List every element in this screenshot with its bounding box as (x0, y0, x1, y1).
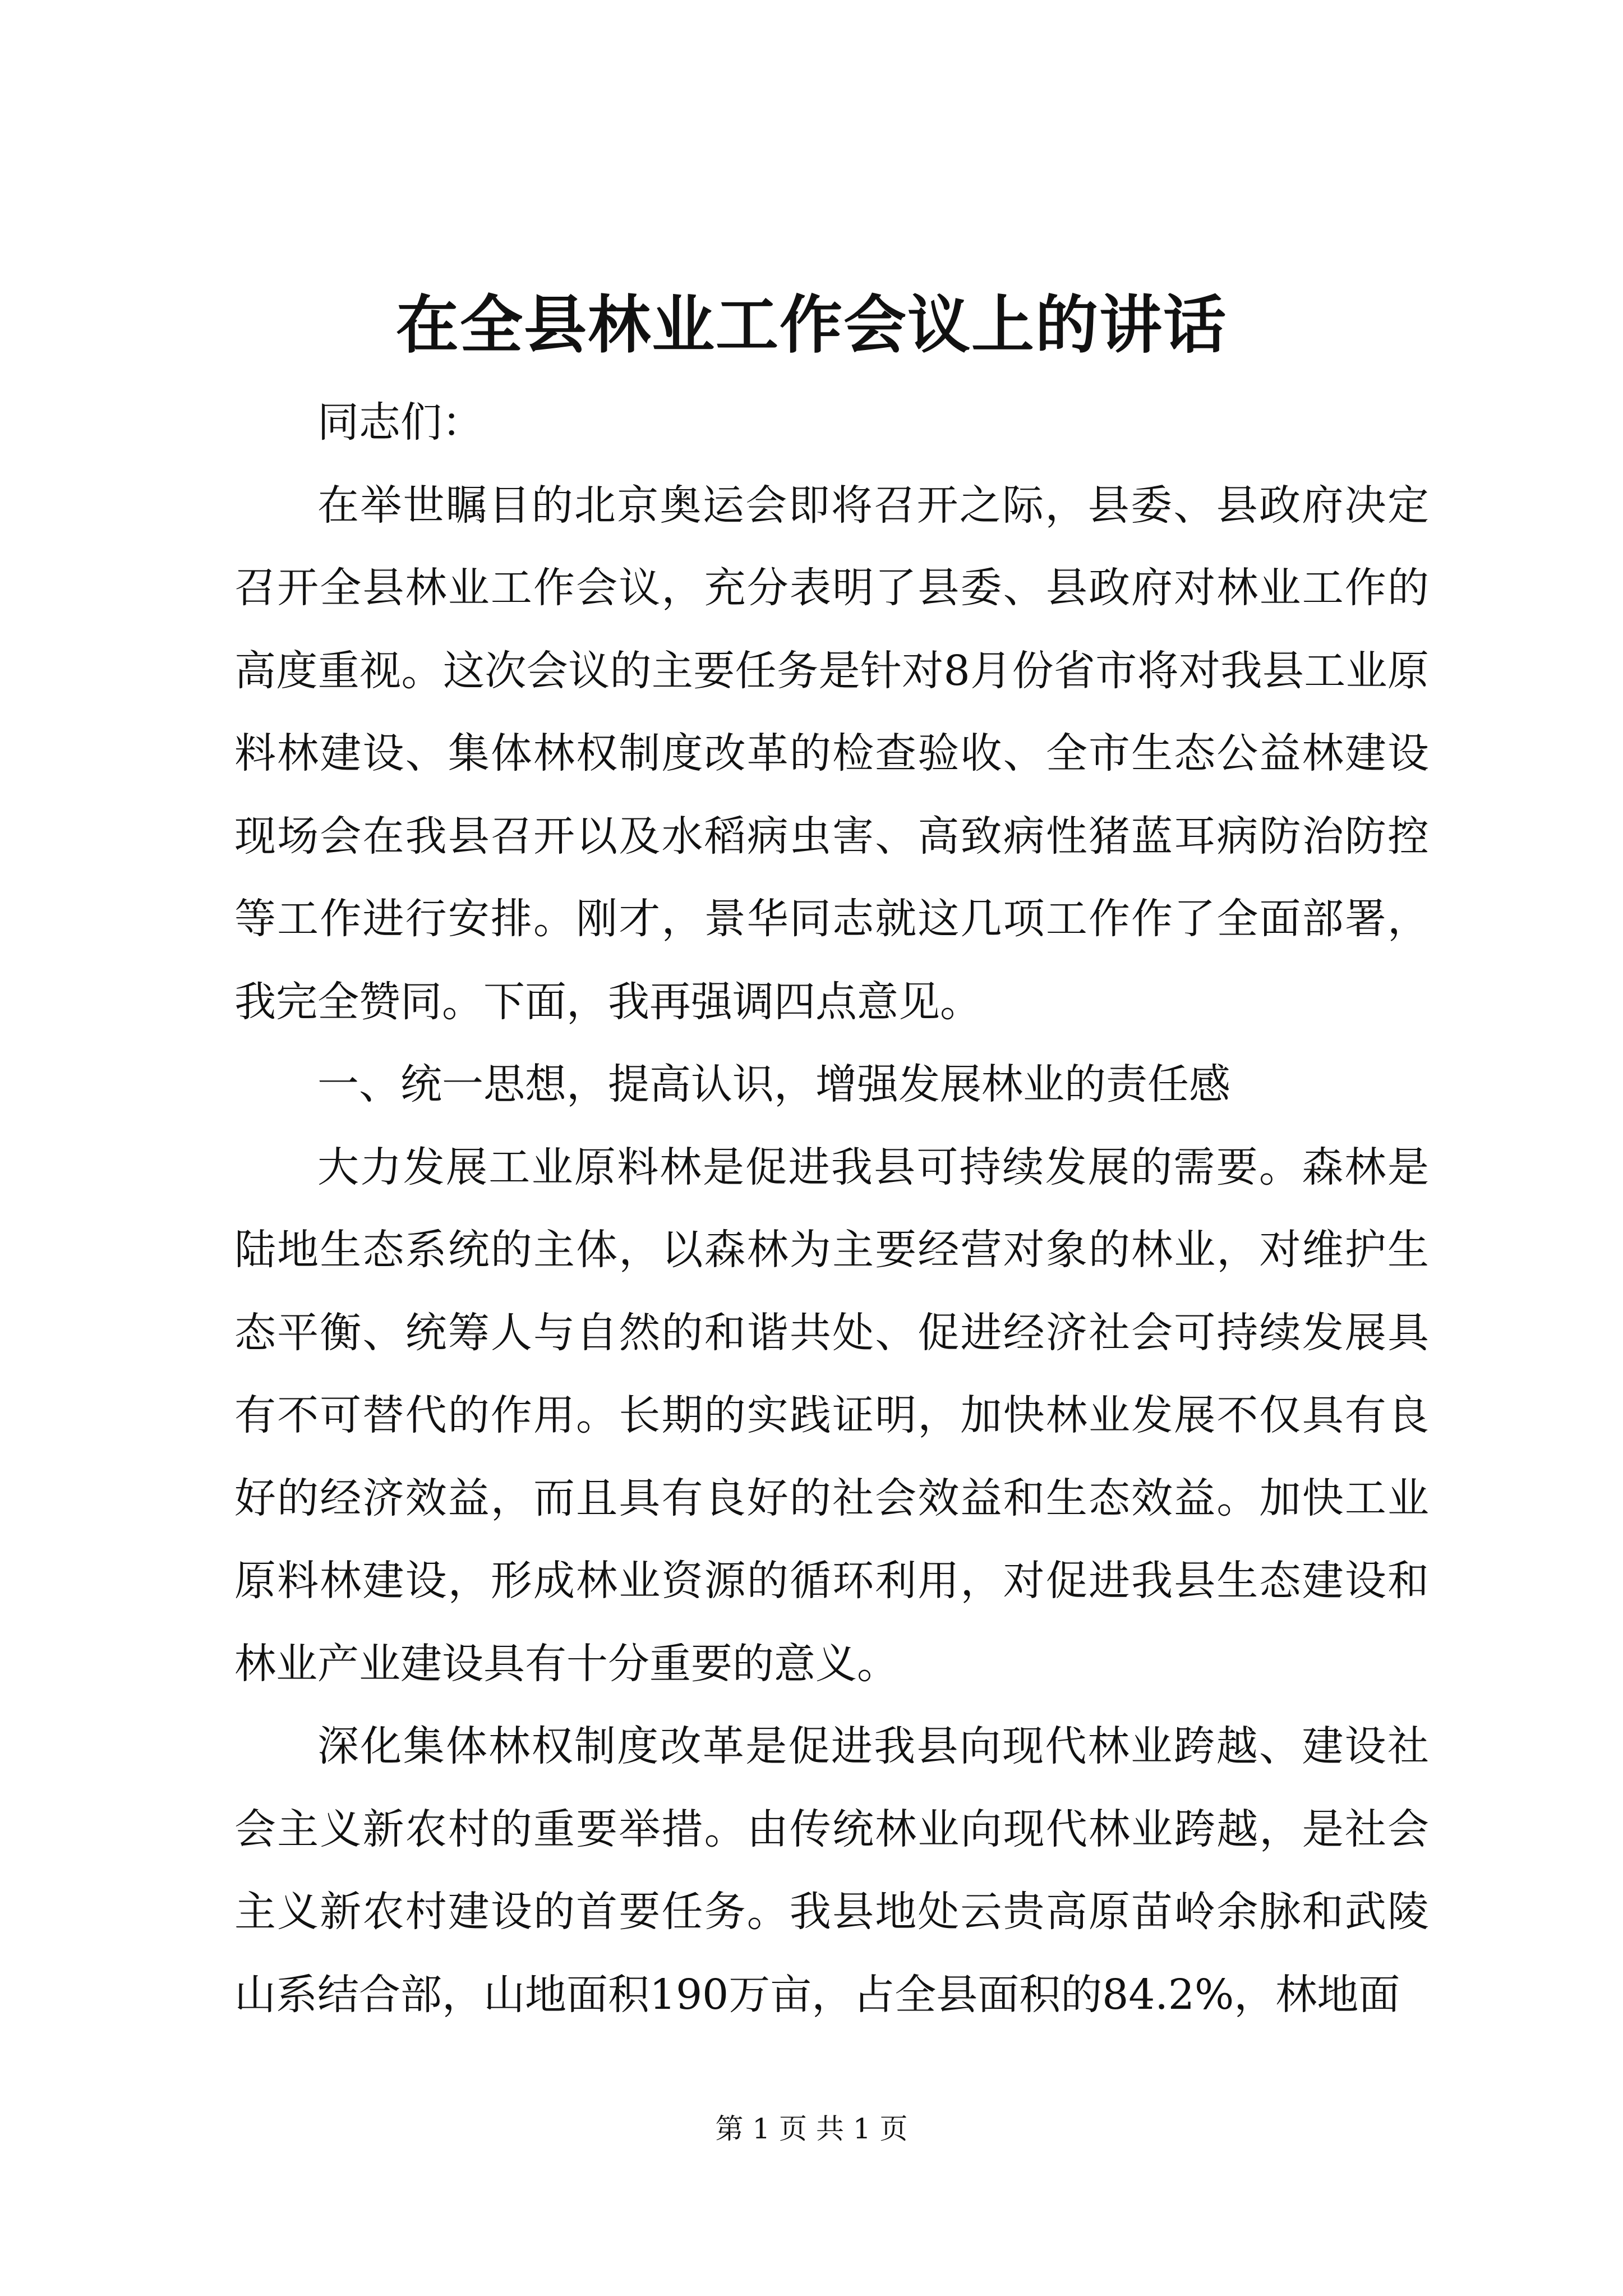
section-heading-1: 一、统一思想，提高认识，增强发展林业的责任感 (317, 1060, 1230, 1108)
page-footer: 第 1 页 共 1 页 (715, 2113, 908, 2145)
salutation: 同志们： (317, 398, 483, 447)
document-body (234, 381, 1429, 2036)
paragraph-forestry-development: 大力发展工业原料林是促进我县可持续发展的需要。森林是陆地生态系统的主体，以森林为主要经营对象的林业，对维护生态平衡、统筹人与自然的和谐共处、促进经济社会可持续发展具有不可替代的作用。长期的实践证明，加快林业发展不仅具有良好的经济效益，而且具有良好的社会效益和生态效益。加快工业原料林建设，形成林业资源的循环利用，对促进我县生态建设和林业产业建设具有十分重要的意义。 (234, 1143, 1429, 1688)
paragraph-intro: 在举世瞩目的北京奥运会即将召开之际，县委、县政府决定召开全县林业工作会议，充分表明了县委、县政府对林业工作的高度重视。这次会议的主要任务是针对8月份省市将对我县工业原料林建设、集体林权制度改革的检查验收、全市生态公益林建设现场会在我县召开以及水稻病虫害、高致病性猪蓝耳病防治防控等工作进行安排。刚才，景华同志就这几项工作作了全面部署，我完全赞同。下面，我再强调四点意见。 (234, 481, 1429, 1026)
document-title: 在全县林业工作会议上的讲话 (396, 288, 1227, 362)
paragraph-tenure-reform: 深化集体林权制度改革是促进我县向现代林业跨越、建设社会主义新农村的重要举措。由传统林业向现代林业跨越，是社会主义新农村建设的首要任务。我县地处云贵高原苗岭余脉和武陵山系结合部，山地面积190万亩，占全县面积的84.2%，林地面 (234, 1722, 1429, 2019)
